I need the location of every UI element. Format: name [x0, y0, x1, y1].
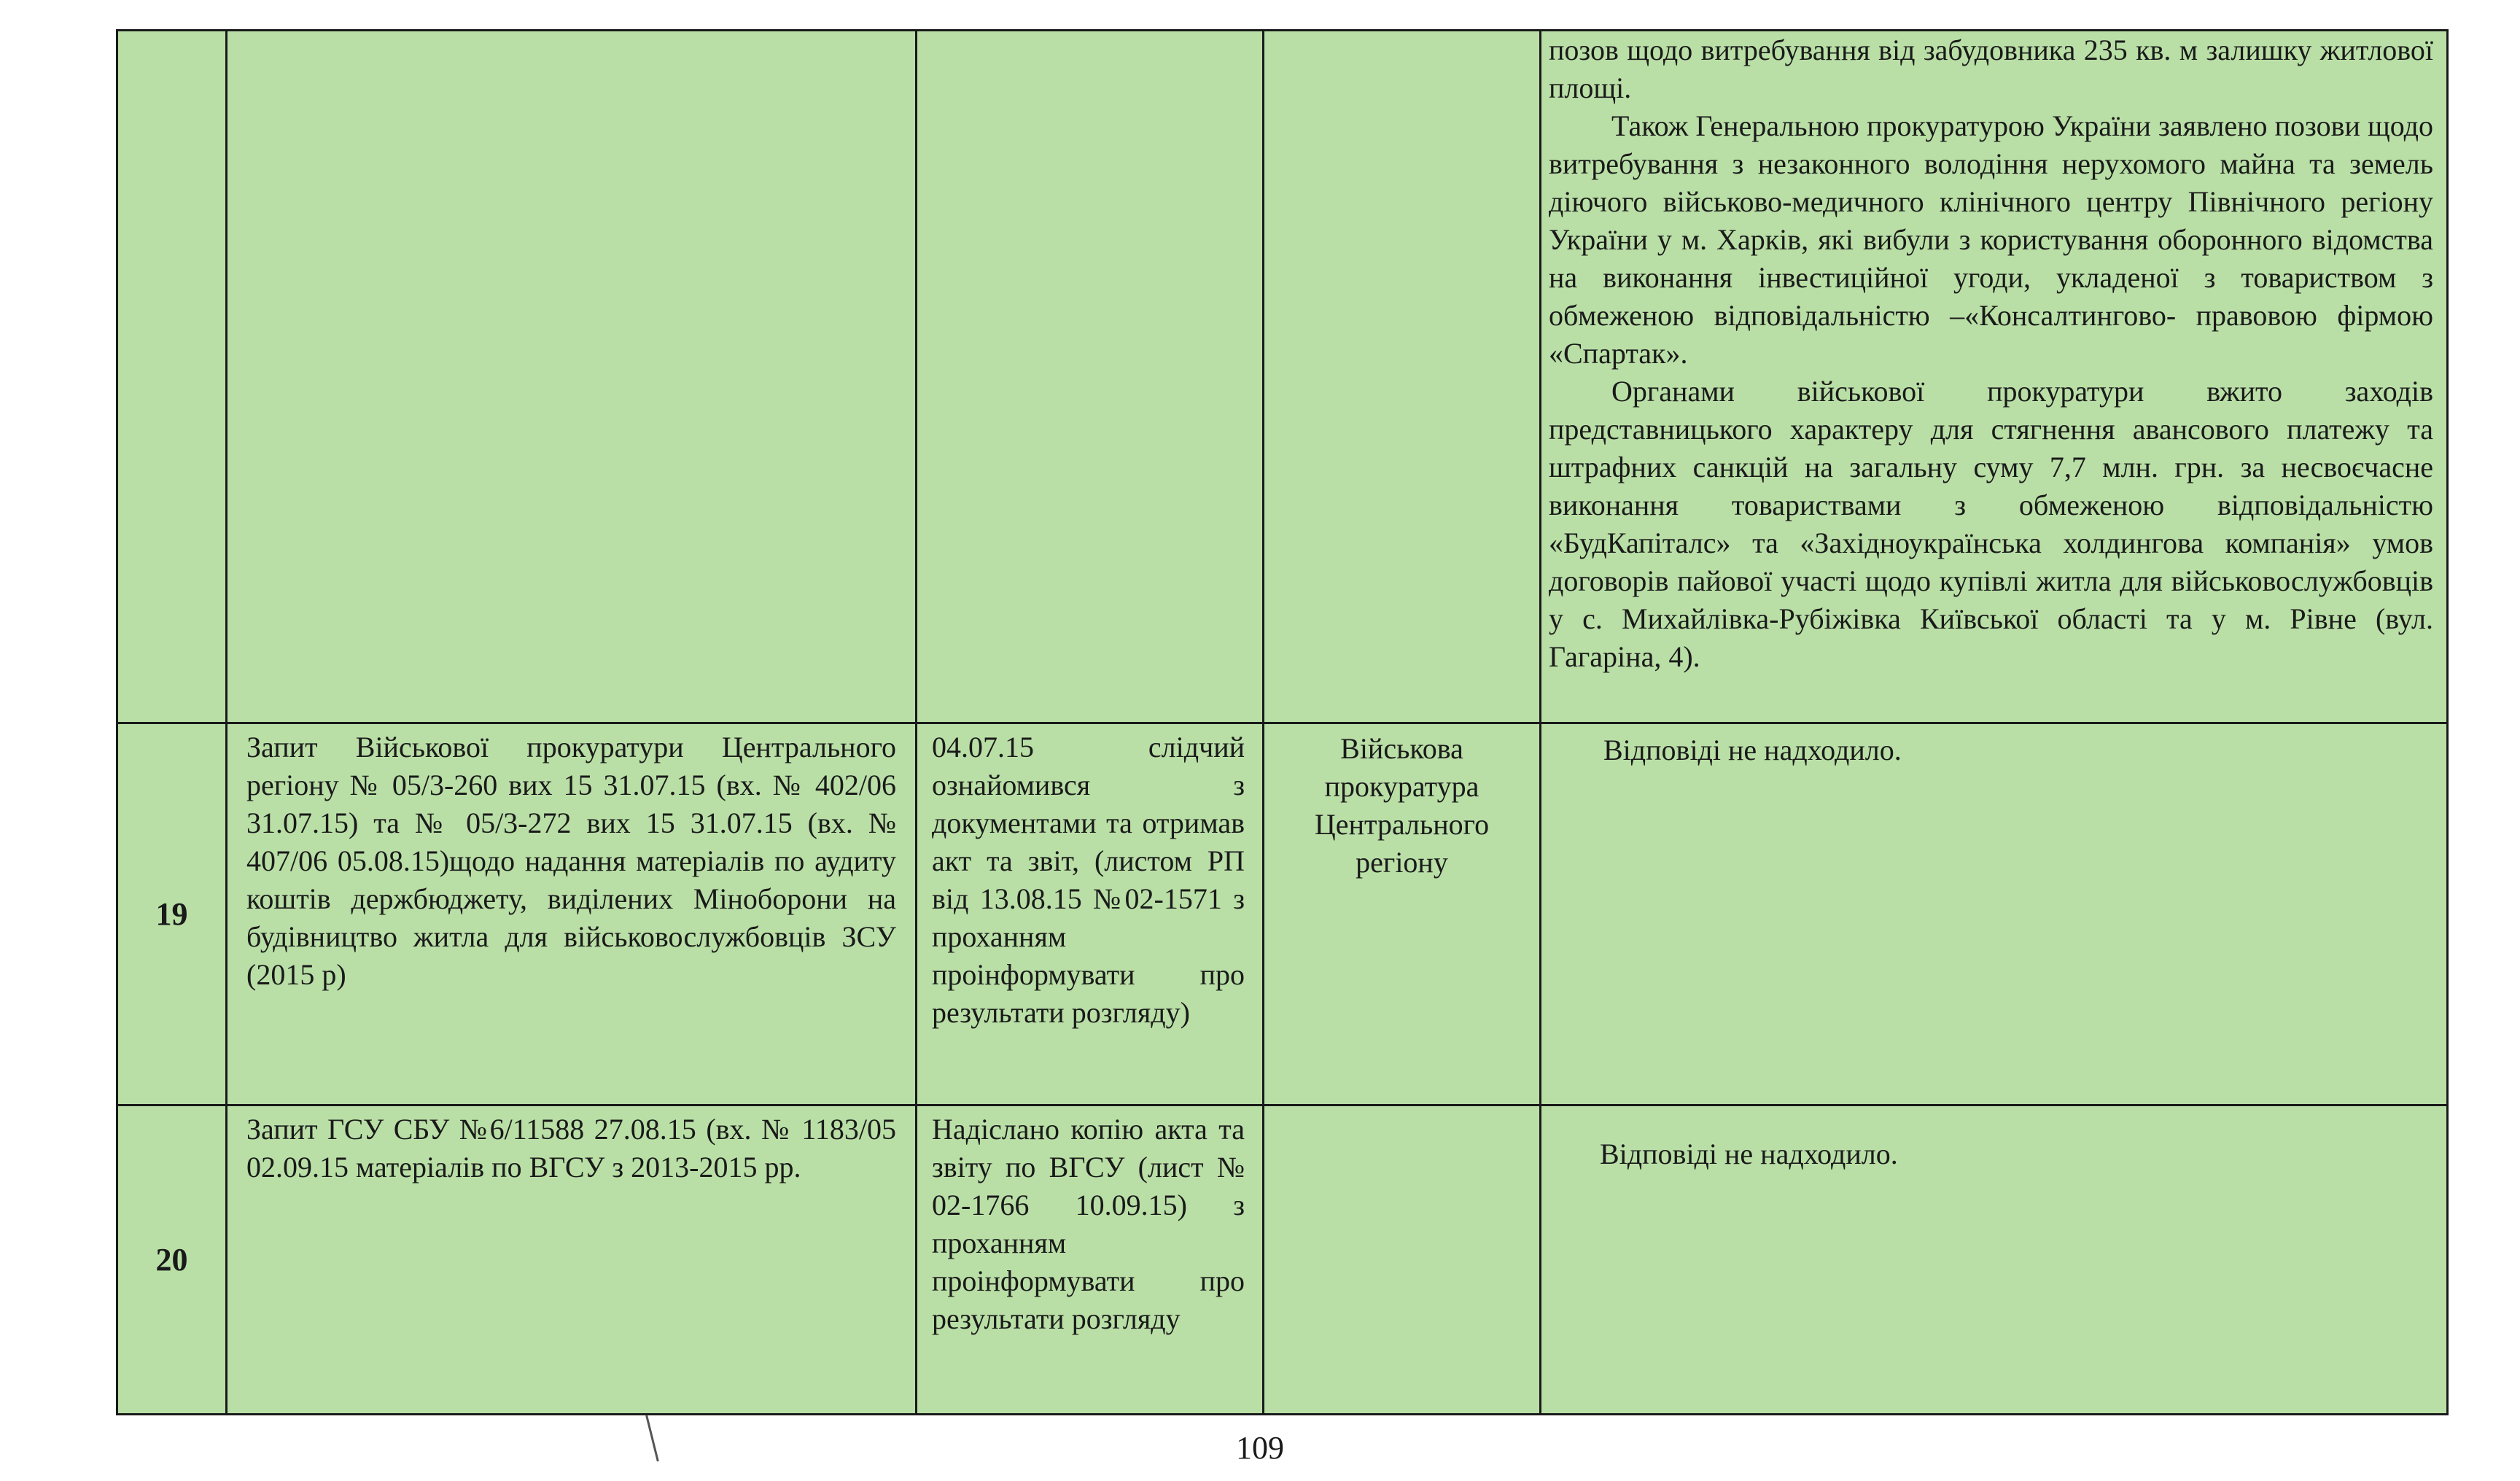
- recipient-text: [1264, 1105, 1541, 1415]
- result-cell: [1541, 1105, 2448, 1415]
- table-row: [117, 1105, 2448, 1415]
- action-text: 04.07.15 слідчий ознайомився з документами та отримав акт та звіт, (листом РП від 13.08.15 №02-1571 з проханням проінформувати про результати розгляду): [917, 723, 1264, 1105]
- result-text: Відповіді не надходило.: [1603, 734, 1902, 766]
- request-text: Запит ГСУ СБУ №6/11588 27.08.15 (вх. № 1183/05 02.09.15 матеріалів по ВГСУ з 2013-2015 рр.: [227, 1105, 917, 1415]
- table-row: [117, 723, 2448, 1105]
- request-text: Запит Військової прокуратури Центрального регіону № 05/3-260 вих 15 31.07.15 (вх. № 402/06 31.07.15) та № 05/3-272 вих 15 31.07.15 (вх. № 407/06 05.08.15)щодо надання матеріалів по аудиту коштів держбюджету, виділених Міноборони на будівництво житла для військовослужбовців ЗСУ (2015 р): [227, 723, 917, 1105]
- continuation-paragraph: позов щодо витребування від забудовника 235 кв. м залишку житлової площі.: [1549, 34, 2433, 104]
- continuation-paragraph: Також Генеральною прокуратурою України заявлено позови щодо витребування з незаконного володіння нерухомого майна та земель діючого військово-медичного клінічного центру Північного регіону України у м. Харків, які вибули з користування оборонного відомства на виконання інвестиційної угоди, укладеної з товариством з обмеженою відповідальністю –«Консалтингово- правовою фірмою «Спартак».: [1549, 109, 2433, 370]
- recipient-cell: [1264, 31, 1541, 723]
- continuation-paragraph: Органами військової прокуратури вжито заходів представницького характеру для стягнення авансового платежу та штрафних санкцій на загальну суму 7,7 млн. грн. за несвоєчасне виконання товариствами з обмеженою відповідальністю «БудКапіталс» та «Західноукраїнська холдингова компанія» умов договорів пайової участі щодо купівлі житла для військовослужбовців у с. Михайлівка-Рубіжівка Київської області та у м. Рівне (вул. Гагаріна, 4).: [1549, 375, 2433, 673]
- request-cell: [227, 31, 917, 723]
- result-text: Відповіді не надходило.: [1600, 1138, 1898, 1170]
- page-number: 109: [1236, 1430, 1284, 1466]
- continuation-row: [117, 31, 2448, 723]
- result-cell: [1541, 31, 2448, 723]
- row-number: 19: [117, 723, 227, 1105]
- action-cell: [917, 31, 1264, 723]
- result-cell: [1541, 723, 2448, 1105]
- row-number: 20: [117, 1105, 227, 1415]
- number-cell: [117, 31, 227, 723]
- recipient-text: Військова прокуратура Центрального регіону: [1264, 723, 1541, 1105]
- action-text: Надіслано копію акта та звіту по ВГСУ (лист № 02-1766 10.09.15) з проханням проінформувати про результати розгляду: [917, 1105, 1264, 1415]
- document-table: [116, 29, 2449, 1415]
